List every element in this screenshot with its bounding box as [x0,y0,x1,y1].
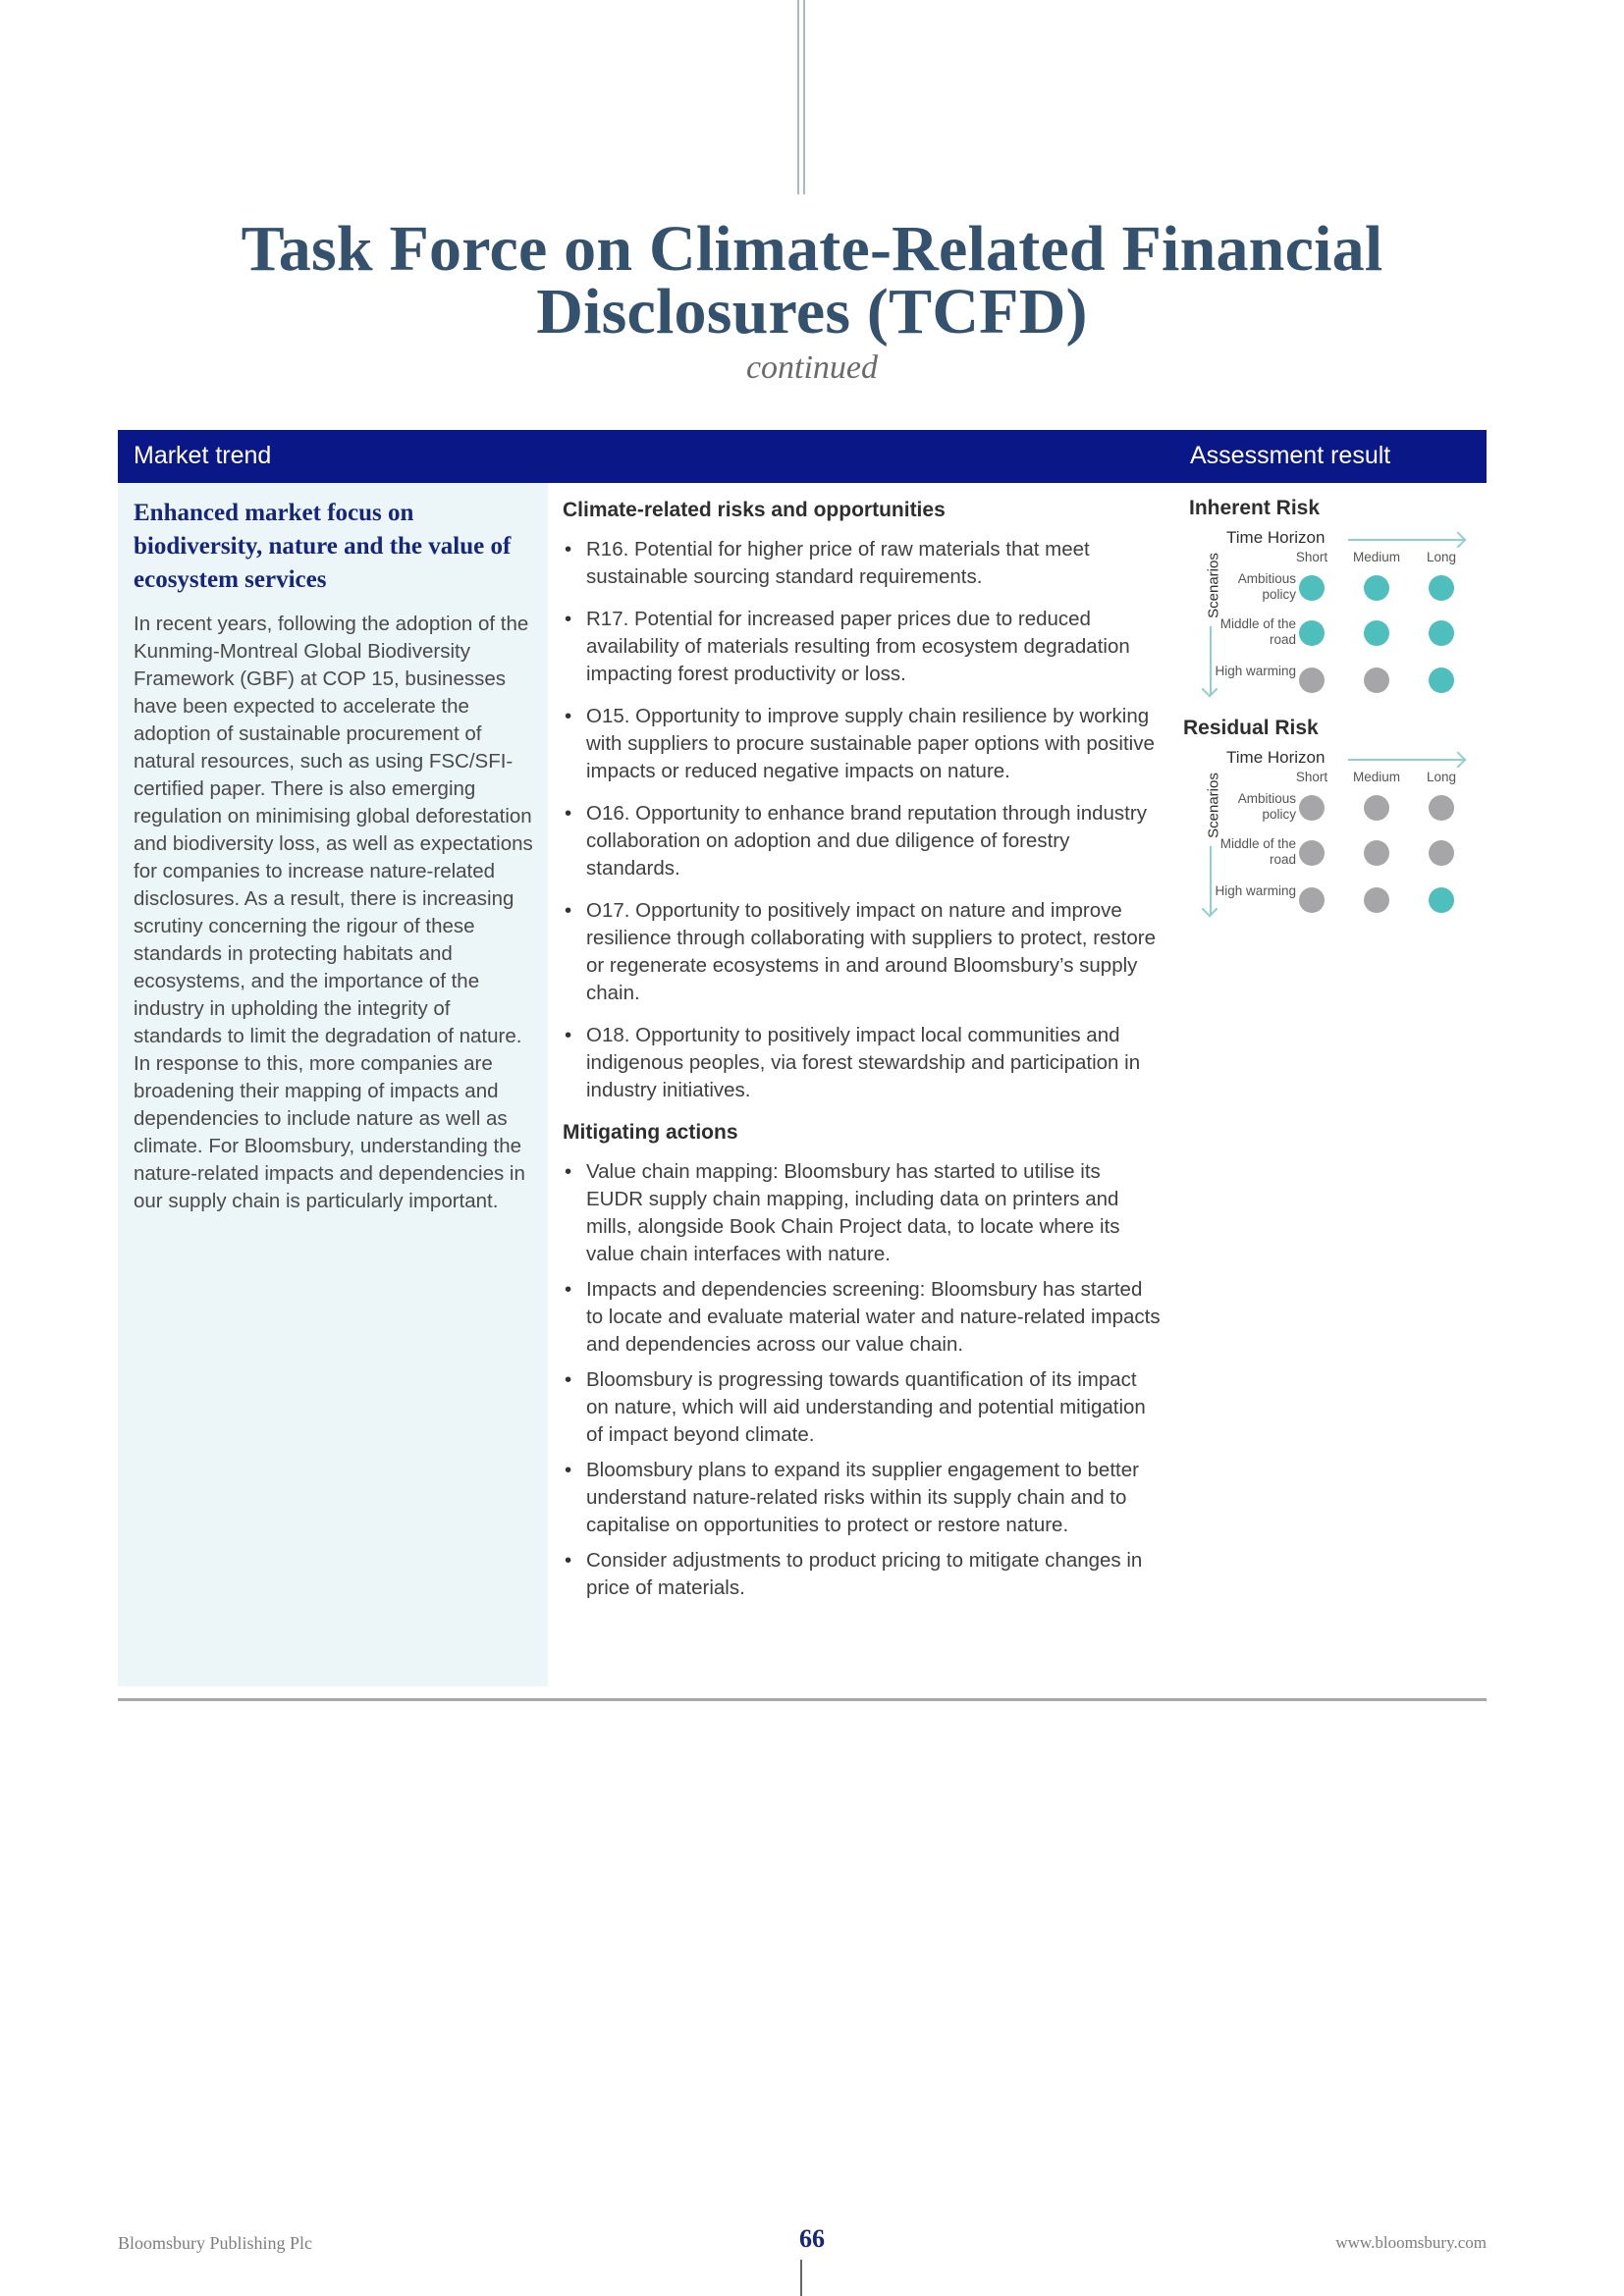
row-label: Ambitious policy [1237,791,1296,822]
page-title [0,213,1624,347]
inherent-risk-matrix [1183,528,1478,705]
residual-risk-block [1183,717,1488,925]
risk-dot-inactive [1429,840,1454,866]
row-label: Middle of the road [1219,836,1296,867]
list-item: • R16. Potential for higher price of raw materials that meet sustainable sourcing standard requirements. [563,536,1162,591]
list-item: • Impacts and dependencies screening: Bloomsbury has started to locate and evaluate material water and nature-related impacts and dependencies across our value chain. [563,1276,1162,1359]
column-header-long: Long [1426,770,1457,784]
inherent-risk-title: Inherent Risk [1189,497,1321,519]
scenarios-label: Scenarios [1205,773,1222,838]
column-header-medium: Medium [1352,770,1400,784]
market-trend-panel [118,483,548,1686]
time-horizon-label: Time Horizon [1226,528,1326,547]
list-item: • Bloomsbury plans to expand its supplier engagement to better understand nature-related risks within its supply chain and to capitalise on opportunities to protect or restore nature. [563,1457,1162,1539]
table-bottom-rule [118,1698,1487,1701]
risks-list [563,536,1162,1104]
mitigating-list [563,1158,1162,1602]
footer-website: www.bloomsbury.com [1335,2233,1487,2252]
column-header-short: Short [1295,550,1328,564]
list-item: • R17. Potential for increased paper prices due to reduced availability of materials resulting from ecosystem degradation impacting forest productivity or loss. [563,606,1162,688]
risk-dot-active [1429,667,1454,693]
risk-dot-active [1299,620,1325,646]
time-horizon-arrow-icon [1348,539,1464,541]
row-label: Ambitious policy [1237,571,1296,602]
risk-dot-active [1429,887,1454,913]
page-title-line-2: Disclosures (TCFD) [536,276,1088,347]
residual-risk-title: Residual Risk [1183,717,1319,739]
risk-dot-inactive [1299,795,1325,821]
inherent-risk-block [1183,497,1488,705]
risk-dot-inactive [1364,887,1389,913]
time-horizon-arrow-icon [1348,759,1464,761]
column-header-short: Short [1295,770,1328,784]
page-title-line-1: Task Force on Climate-Related Financial [241,213,1383,285]
column-header-long: Long [1426,550,1457,564]
scenarios-label: Scenarios [1205,553,1222,618]
assessment-column [1183,497,1488,925]
residual-risk-matrix [1183,748,1478,925]
column-header-medium: Medium [1352,550,1400,564]
footer-decorative-rule [800,2260,802,2296]
risk-dot-inactive [1364,840,1389,866]
mitigating-heading: Mitigating actions [563,1121,738,1144]
row-label: High warming [1215,664,1296,678]
market-trend-body: In recent years, following the adoption of the Kunming-Montreal Global Biodiversity Framework (GBF) at COP 15, businesses have been expected to accelerate the adoption of sustainable procurement of natural resources, such as using FSC/SFI-certified paper. There is also emerging regulation on minimising global deforestation and biodiversity loss, as well as expectations for companies to increase nature-related disclosures. As a result, there is increasing scrutiny concerning the rigour of these standards in protecting habitats and ecosystems, and the importance of the industry in upholding the integrity of standards to limit the degradation of nature. In response to this, more companies are broadening their mapping of impacts and dependencies to include nature as well as climate. For Bloomsbury, understanding the nature-related impacts and dependencies in our supply chain is particularly important. [134,613,533,1212]
list-item: • Consider adjustments to product pricing to mitigate changes in price of materials. [563,1547,1162,1602]
risk-dot-active [1429,575,1454,601]
list-item: • O17. Opportunity to positively impact on nature and improve resilience through collaborating with suppliers to protect, restore or regenerate ecosystems in and around Bloomsbury’s supply chain. [563,897,1162,1007]
header-assessment-result: Assessment result [1190,442,1391,469]
list-item: • O15. Opportunity to improve supply chain resilience by working with suppliers to procure sustainable paper options with positive impacts or reduced negative impacts on nature. [563,703,1162,785]
header-market-trend: Market trend [134,442,272,469]
table-header-bar [118,430,1487,483]
risk-dot-active [1364,620,1389,646]
page-number: 66 [799,2224,825,2253]
risks-column [563,497,1162,1610]
footer-publisher: Bloomsbury Publishing Plc [118,2233,313,2253]
risk-dot-active [1364,575,1389,601]
page-subtitle: continued [745,349,879,386]
time-horizon-label: Time Horizon [1226,748,1326,767]
list-item: • O16. Opportunity to enhance brand reputation through industry collaboration on adoption and due diligence of forestry standards. [563,800,1162,882]
list-item: • Bloomsbury is progressing towards quantification of its impact on nature, which will aid understanding and potential mitigation of impact beyond climate. [563,1366,1162,1449]
list-item: • O18. Opportunity to positively impact local communities and indigenous peoples, via forest stewardship and participation in industry initiatives. [563,1022,1162,1104]
row-label: Middle of the road [1219,616,1296,647]
risk-dot-inactive [1299,887,1325,913]
risk-dot-active [1299,575,1325,601]
risk-dot-inactive [1429,795,1454,821]
row-label: High warming [1215,883,1296,898]
risk-dot-active [1429,620,1454,646]
list-item: • Value chain mapping: Bloomsbury has started to utilise its EUDR supply chain mapping, including data on printers and mills, alongside Book Chain Project data, to locate where its value chain interfaces with nature. [563,1158,1162,1268]
risk-dot-inactive [1364,795,1389,821]
risk-dot-inactive [1299,840,1325,866]
risks-heading: Climate-related risks and opportunities [563,499,946,521]
market-trend-heading: Enhanced market focus on biodiversity, nature and the value of ecosystem services [134,500,512,593]
risk-dot-inactive [1299,667,1325,693]
risk-dot-inactive [1364,667,1389,693]
top-decorative-rule [797,0,805,194]
